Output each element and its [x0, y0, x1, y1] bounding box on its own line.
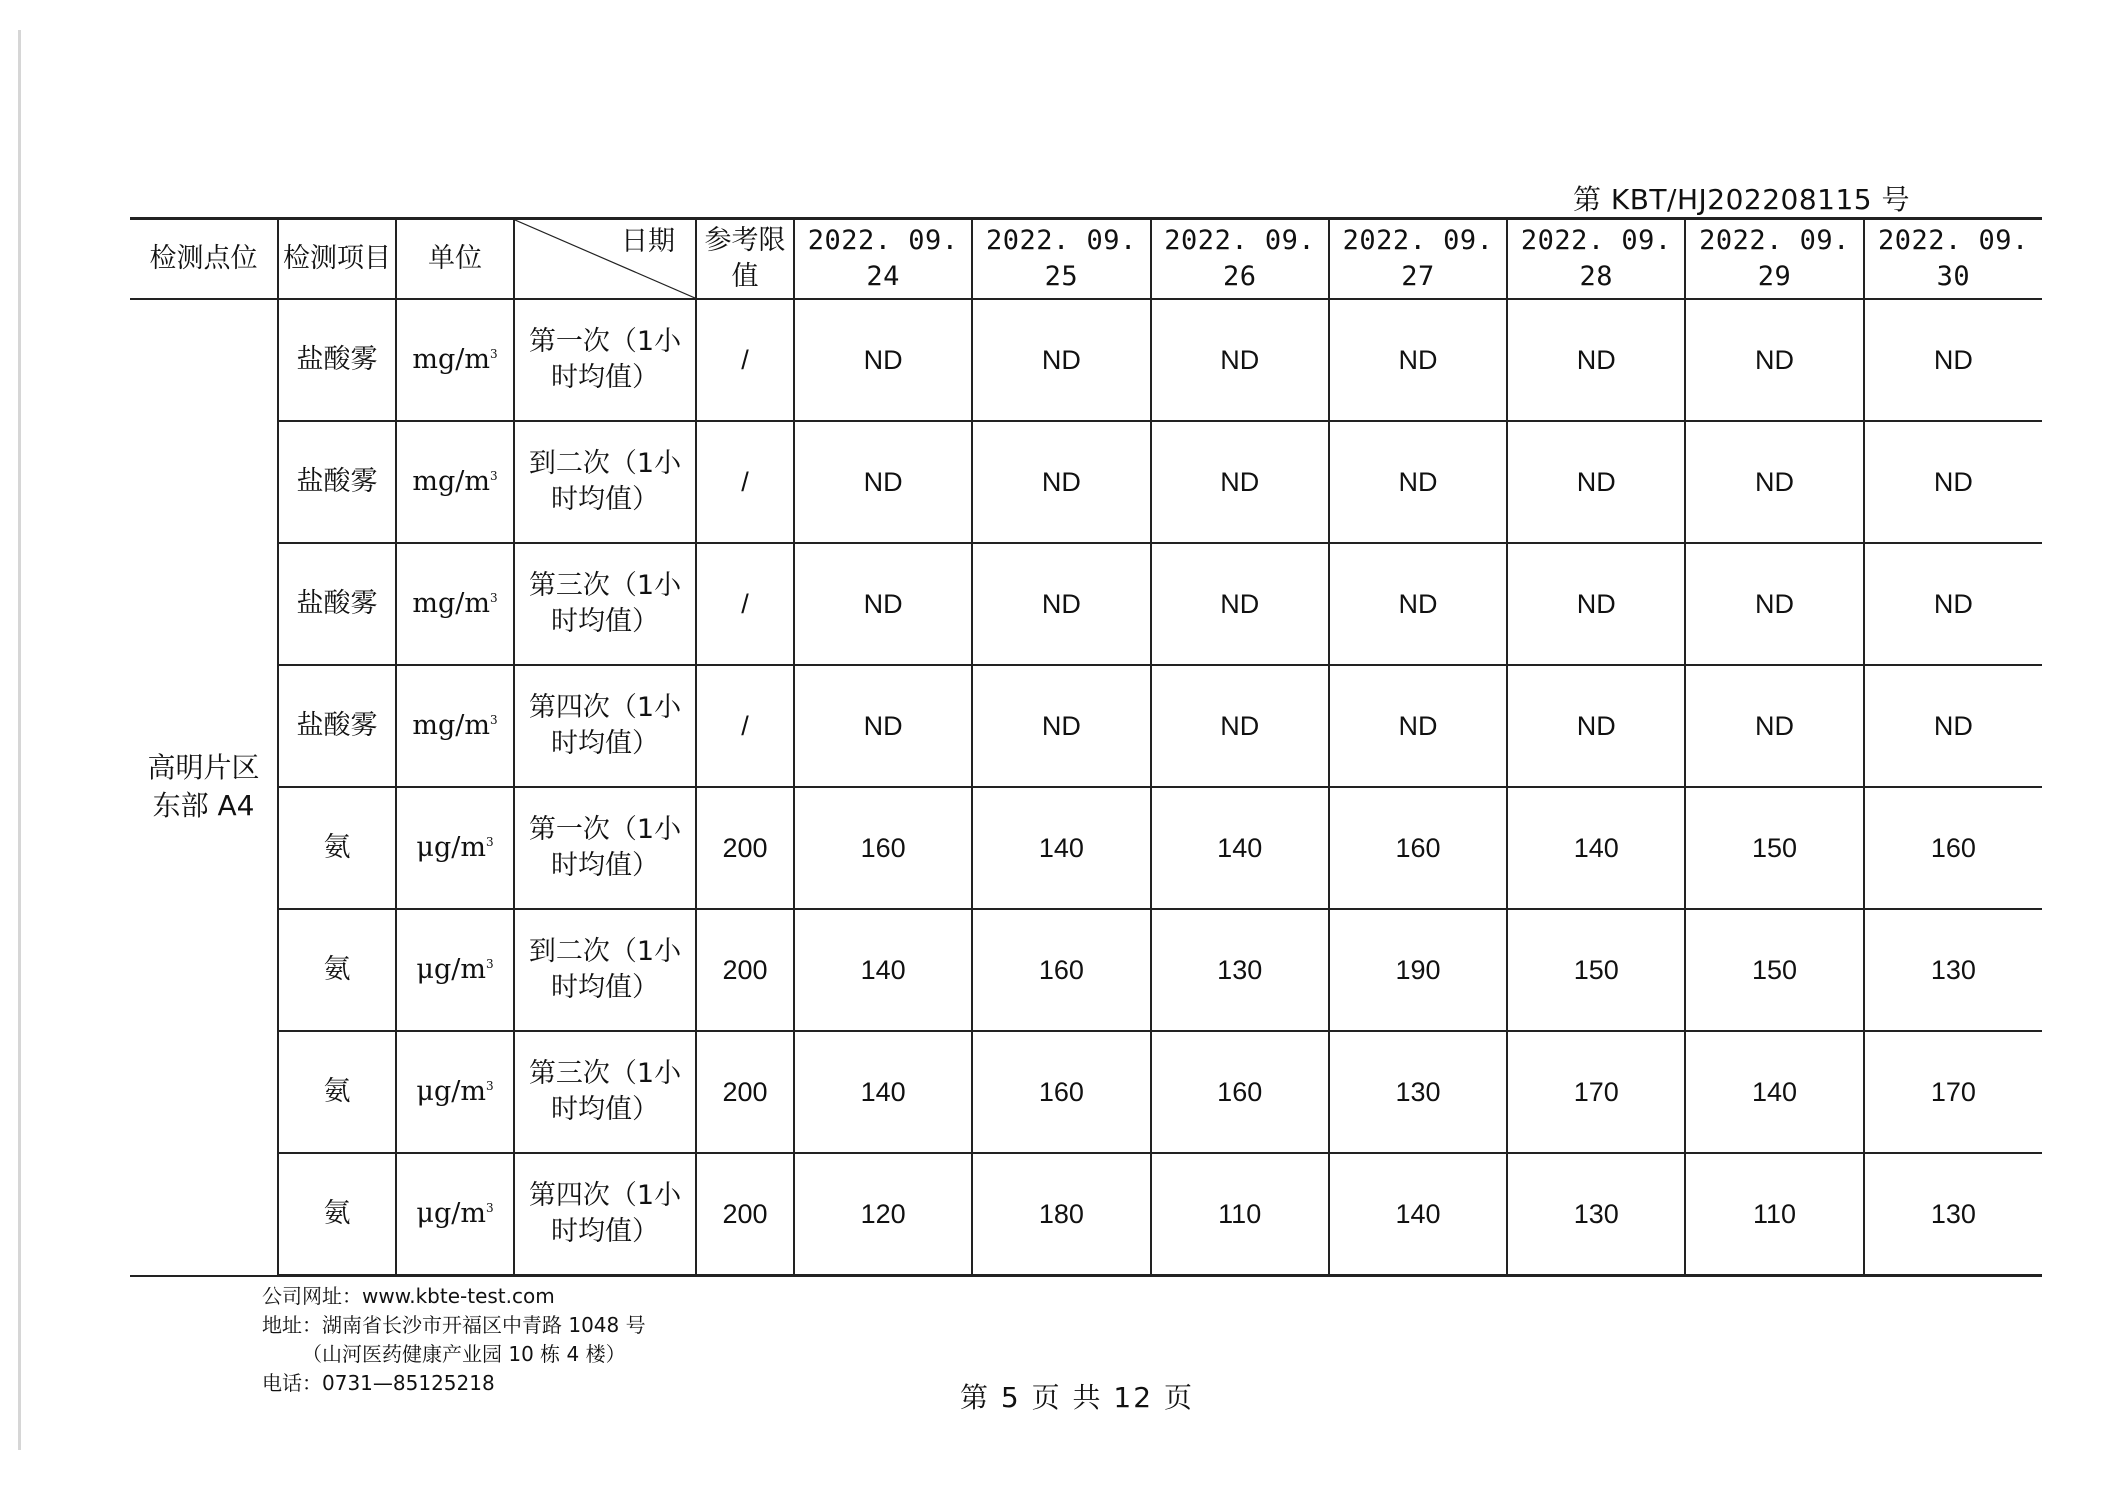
- value-cell: ND: [794, 543, 972, 665]
- time-cell: 第四次（1小时均值）: [514, 665, 696, 787]
- value-cell: ND: [1685, 665, 1863, 787]
- value-cell: ND: [1151, 543, 1329, 665]
- value-cell: ND: [1507, 543, 1685, 665]
- unit-exponent: 3: [485, 1201, 494, 1215]
- value-cell: ND: [972, 421, 1150, 543]
- value-cell: 180: [972, 1153, 1150, 1275]
- value-cell: 160: [972, 1031, 1150, 1153]
- time-cell: 第一次（1小时均值）: [514, 787, 696, 909]
- value-cell: ND: [1507, 421, 1685, 543]
- table-row: [130, 787, 2042, 909]
- header-date-0: 2022. 09. 24: [794, 219, 972, 300]
- header-item: 检测项目: [278, 219, 396, 300]
- value-cell: ND: [1329, 543, 1507, 665]
- footer-address-2: （山河医药健康产业园 10 栋 4 楼）: [302, 1342, 626, 1366]
- unit-exponent: 3: [489, 346, 498, 361]
- header-row: [130, 219, 2042, 300]
- value-cell: 140: [1685, 1031, 1863, 1153]
- footer-address: 地址：湖南省长沙市开福区中青路 1048 号: [262, 1313, 646, 1337]
- unit-cell: [396, 909, 514, 1031]
- value-cell: 120: [794, 1153, 972, 1275]
- unit-exponent: 3: [485, 835, 494, 850]
- value-cell: ND: [972, 665, 1150, 787]
- value-cell: 140: [794, 1031, 972, 1153]
- table-row: [130, 421, 2042, 543]
- unit-cell: [396, 665, 514, 787]
- time-cell: 到二次（1小时均值）: [514, 909, 696, 1031]
- footer-website: 公司网址：www.kbte-test.com: [262, 1284, 555, 1308]
- table-body: [130, 299, 2042, 1276]
- reference-cell: 200: [696, 1153, 794, 1275]
- value-cell: 110: [1685, 1153, 1863, 1275]
- value-cell: 160: [1864, 787, 2042, 909]
- unit-cell: [396, 543, 514, 665]
- item-cell: 盐酸雾: [278, 299, 396, 421]
- header-date-1: 2022. 09. 25: [972, 219, 1150, 300]
- value-cell: 130: [1329, 1031, 1507, 1153]
- header-date: 日期: [621, 226, 675, 257]
- value-cell: 130: [1151, 909, 1329, 1031]
- time-cell: 第三次（1小时均值）: [514, 1031, 696, 1153]
- value-cell: 170: [1507, 1031, 1685, 1153]
- time-cell: 到二次（1小时均值）: [514, 421, 696, 543]
- value-cell: ND: [1329, 421, 1507, 543]
- time-cell: 第三次（1小时均值）: [514, 543, 696, 665]
- value-cell: ND: [1329, 665, 1507, 787]
- unit-cell: [396, 1153, 514, 1275]
- table-row: [130, 543, 2042, 665]
- unit-base: μg/m: [416, 832, 486, 864]
- value-cell: ND: [1685, 543, 1863, 665]
- table-row: [130, 1153, 2042, 1275]
- item-cell: 氨: [278, 909, 396, 1031]
- header-date-5: 2022. 09. 29: [1685, 219, 1863, 300]
- unit-base: μg/m: [416, 1198, 486, 1229]
- header-date-diagonal: [514, 219, 696, 300]
- header-location: 检测点位: [130, 219, 278, 300]
- item-cell: 盐酸雾: [278, 543, 396, 665]
- item-cell: 氨: [278, 1031, 396, 1153]
- value-cell: ND: [1864, 421, 2042, 543]
- time-cell: 第一次（1小时均值）: [514, 299, 696, 421]
- unit-base: mg/m: [412, 587, 490, 619]
- table-row: [130, 909, 2042, 1031]
- value-cell: ND: [1864, 543, 2042, 665]
- value-cell: 140: [1151, 787, 1329, 909]
- value-cell: 160: [1151, 1031, 1329, 1153]
- value-cell: ND: [1151, 421, 1329, 543]
- value-cell: 170: [1864, 1031, 2042, 1153]
- value-cell: 110: [1151, 1153, 1329, 1275]
- header-reference: 参考限值: [696, 219, 794, 300]
- item-cell: 氨: [278, 1153, 396, 1275]
- value-cell: ND: [1864, 665, 2042, 787]
- unit-exponent: 3: [489, 468, 498, 483]
- header-date-4: 2022. 09. 28: [1507, 219, 1685, 300]
- unit-base: mg/m: [412, 465, 490, 497]
- value-cell: ND: [1507, 299, 1685, 421]
- reference-cell: /: [696, 665, 794, 787]
- unit-cell: [396, 299, 514, 421]
- value-cell: ND: [1685, 421, 1863, 543]
- unit-base: mg/m: [412, 710, 490, 741]
- value-cell: 140: [1507, 787, 1685, 909]
- footer-contact: [262, 1282, 646, 1398]
- time-cell: 第四次（1小时均值）: [514, 1153, 696, 1275]
- value-cell: ND: [1507, 665, 1685, 787]
- unit-base: μg/m: [416, 1076, 486, 1108]
- unit-exponent: 3: [485, 1079, 494, 1094]
- item-cell: 盐酸雾: [278, 421, 396, 543]
- value-cell: 150: [1685, 909, 1863, 1031]
- unit-exponent: 3: [489, 713, 498, 727]
- value-cell: 140: [794, 909, 972, 1031]
- value-cell: 130: [1507, 1153, 1685, 1275]
- value-cell: 150: [1685, 787, 1863, 909]
- unit-base: mg/m: [412, 343, 490, 375]
- value-cell: ND: [1685, 299, 1863, 421]
- reference-cell: /: [696, 421, 794, 543]
- value-cell: 190: [1329, 909, 1507, 1031]
- reference-cell: 200: [696, 909, 794, 1031]
- unit-cell: [396, 421, 514, 543]
- value-cell: ND: [1151, 665, 1329, 787]
- reference-cell: /: [696, 299, 794, 421]
- value-cell: 130: [1864, 1153, 2042, 1275]
- unit-base: μg/m: [416, 954, 486, 986]
- value-cell: ND: [1151, 299, 1329, 421]
- value-cell: 150: [1507, 909, 1685, 1031]
- value-cell: ND: [794, 299, 972, 421]
- value-cell: ND: [972, 299, 1150, 421]
- unit-exponent: 3: [489, 590, 498, 605]
- location-cell: 高明片区东部 A4: [130, 299, 278, 1276]
- item-cell: 盐酸雾: [278, 665, 396, 787]
- reference-cell: /: [696, 543, 794, 665]
- table-row: [130, 299, 2042, 421]
- header-date-6: 2022. 09. 30: [1864, 219, 2042, 300]
- value-cell: 140: [972, 787, 1150, 909]
- value-cell: ND: [794, 665, 972, 787]
- header-unit: 单位: [396, 219, 514, 300]
- value-cell: ND: [1329, 299, 1507, 421]
- scan-edge: [18, 30, 21, 1450]
- item-cell: 氨: [278, 787, 396, 909]
- value-cell: 160: [794, 787, 972, 909]
- report-number: 第 KBT/HJ202208115 号: [1572, 183, 1910, 216]
- unit-exponent: 3: [485, 957, 494, 972]
- reference-cell: 200: [696, 787, 794, 909]
- page-number: 第 5 页 共 12 页: [960, 1381, 1194, 1414]
- unit-cell: [396, 787, 514, 909]
- table-row: [130, 1031, 2042, 1153]
- footer-phone: 电话：0731—85125218: [262, 1371, 495, 1395]
- value-cell: ND: [972, 543, 1150, 665]
- value-cell: ND: [794, 421, 972, 543]
- results-table: [130, 217, 2042, 1277]
- value-cell: ND: [1864, 299, 2042, 421]
- table-row: [130, 665, 2042, 787]
- value-cell: 140: [1329, 1153, 1507, 1275]
- value-cell: 130: [1864, 909, 2042, 1031]
- unit-cell: [396, 1031, 514, 1153]
- value-cell: 160: [972, 909, 1150, 1031]
- header-date-2: 2022. 09. 26: [1151, 219, 1329, 300]
- reference-cell: 200: [696, 1031, 794, 1153]
- value-cell: 160: [1329, 787, 1507, 909]
- header-date-3: 2022. 09. 27: [1329, 219, 1507, 300]
